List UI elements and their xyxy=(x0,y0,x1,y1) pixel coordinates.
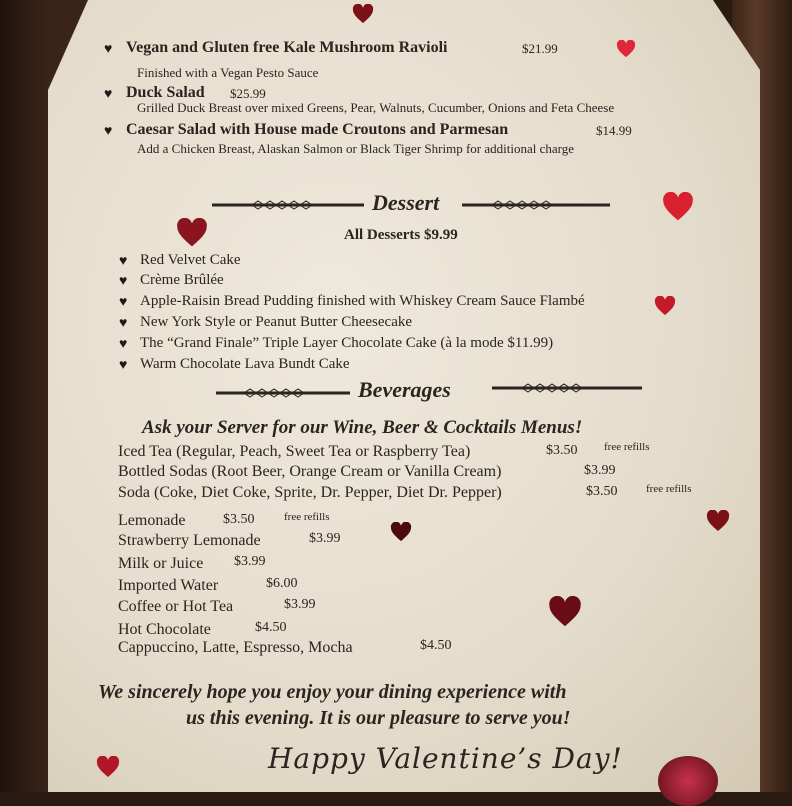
heart-icon xyxy=(548,596,582,628)
bullet-icon: ♥ xyxy=(104,87,113,102)
heart-icon xyxy=(176,218,208,248)
dessert-item: Crème Brûlée xyxy=(140,272,224,288)
beverage-name: Imported Water xyxy=(118,577,219,594)
main-item-desc: Grilled Duck Breast over mixed Greens, Pear, Walnuts, Cucumber, Onions and Feta Cheese xyxy=(137,100,615,115)
ornament-rule-left xyxy=(212,200,364,208)
heart-icon xyxy=(654,296,676,316)
main-item-desc: Finished with a Vegan Pesto Sauce xyxy=(137,65,319,80)
beverage-name: Bottled Sodas (Root Beer, Orange Cream or Vanilla Cream) xyxy=(118,463,502,480)
bullet-icon: ♥ xyxy=(119,295,128,310)
beverage-price: $3.99 xyxy=(584,463,616,478)
beverage-name: Hot Chocolate xyxy=(118,621,211,638)
bullet-icon: ♥ xyxy=(119,358,128,373)
dessert-item: Apple-Raisin Bread Pudding finished with Whiskey Cream Sauce Flambé xyxy=(140,293,585,309)
beverage-price: $3.99 xyxy=(234,554,266,569)
heart-icon xyxy=(616,40,636,58)
beverage-note: free refills xyxy=(284,511,330,523)
bullet-icon: ♥ xyxy=(119,254,128,269)
beverage-name: Soda (Coke, Diet Coke, Sprite, Dr. Pepper, Diet Dr. Pepper) xyxy=(118,484,502,501)
ornament-rule-right xyxy=(492,383,642,391)
main-item-price: $21.99 xyxy=(522,41,558,56)
heart-icon xyxy=(706,510,730,532)
beverage-note: free refills xyxy=(646,483,692,495)
beverage-price: $3.50 xyxy=(586,484,618,499)
beverage-price: $4.50 xyxy=(255,620,287,635)
bullet-icon: ♥ xyxy=(104,124,113,139)
dessert-item: The “Grand Finale” Triple Layer Chocolate Cake (à la mode $11.99) xyxy=(140,335,554,351)
beverage-price: $3.99 xyxy=(309,531,341,546)
heart-icon xyxy=(662,192,694,222)
beverage-ask-server: Ask your Server for our Wine, Beer & Cocktails Menus! xyxy=(142,417,583,438)
dessert-item: Warm Chocolate Lava Bundt Cake xyxy=(140,356,350,372)
heart-icon xyxy=(390,522,412,542)
ornament-rule-right xyxy=(462,200,610,208)
ornament-rule-left xyxy=(216,388,350,396)
heart-icon xyxy=(352,4,374,24)
closing-line-1: We sincerely hope you enjoy your dining experience with xyxy=(98,681,567,703)
dessert-item: New York Style or Peanut Butter Cheesecake xyxy=(140,314,413,330)
bullet-icon: ♥ xyxy=(119,316,128,331)
beverage-name: Strawberry Lemonade xyxy=(118,532,261,549)
bullet-icon: ♥ xyxy=(119,274,128,289)
beverage-price: $4.50 xyxy=(420,638,452,653)
beverage-price: $3.50 xyxy=(546,443,578,458)
beverage-price: $6.00 xyxy=(266,576,298,591)
beverage-name: Cappuccino, Latte, Espresso, Mocha xyxy=(118,639,353,656)
beverage-note: free refills xyxy=(604,441,650,453)
section-title-dessert: Dessert xyxy=(372,190,440,215)
main-item-desc: Add a Chicken Breast, Alaskan Salmon or Black Tiger Shrimp for additional charge xyxy=(137,141,574,156)
bullet-icon: ♥ xyxy=(104,42,113,57)
beverage-price: $3.99 xyxy=(284,597,316,612)
beverage-name: Milk or Juice xyxy=(118,555,204,572)
dessert-price-note: All Desserts $9.99 xyxy=(344,227,458,243)
main-item-price: $25.99 xyxy=(230,86,266,101)
beverage-name: Iced Tea (Regular, Peach, Sweet Tea or Raspberry Tea) xyxy=(118,443,471,460)
main-item-name: Caesar Salad with House made Croutons and Parmesan xyxy=(126,121,509,138)
section-title-beverages: Beverages xyxy=(358,377,451,402)
beverage-name: Lemonade xyxy=(118,512,186,529)
valentines-signature: Happy Valentine’s Day! xyxy=(268,742,623,775)
main-item-price: $14.99 xyxy=(596,123,632,138)
decorative-badge xyxy=(658,756,718,806)
dessert-item: Red Velvet Cake xyxy=(140,252,241,268)
main-item-name: Duck Salad xyxy=(126,84,205,101)
closing-line-2: us this evening. It is our pleasure to serve you! xyxy=(186,707,571,729)
main-item-name: Vegan and Gluten free Kale Mushroom Ravioli xyxy=(126,39,448,56)
heart-icon xyxy=(96,756,120,778)
bullet-icon: ♥ xyxy=(119,337,128,352)
beverage-name: Coffee or Hot Tea xyxy=(118,598,234,615)
beverage-price: $3.50 xyxy=(223,512,255,527)
